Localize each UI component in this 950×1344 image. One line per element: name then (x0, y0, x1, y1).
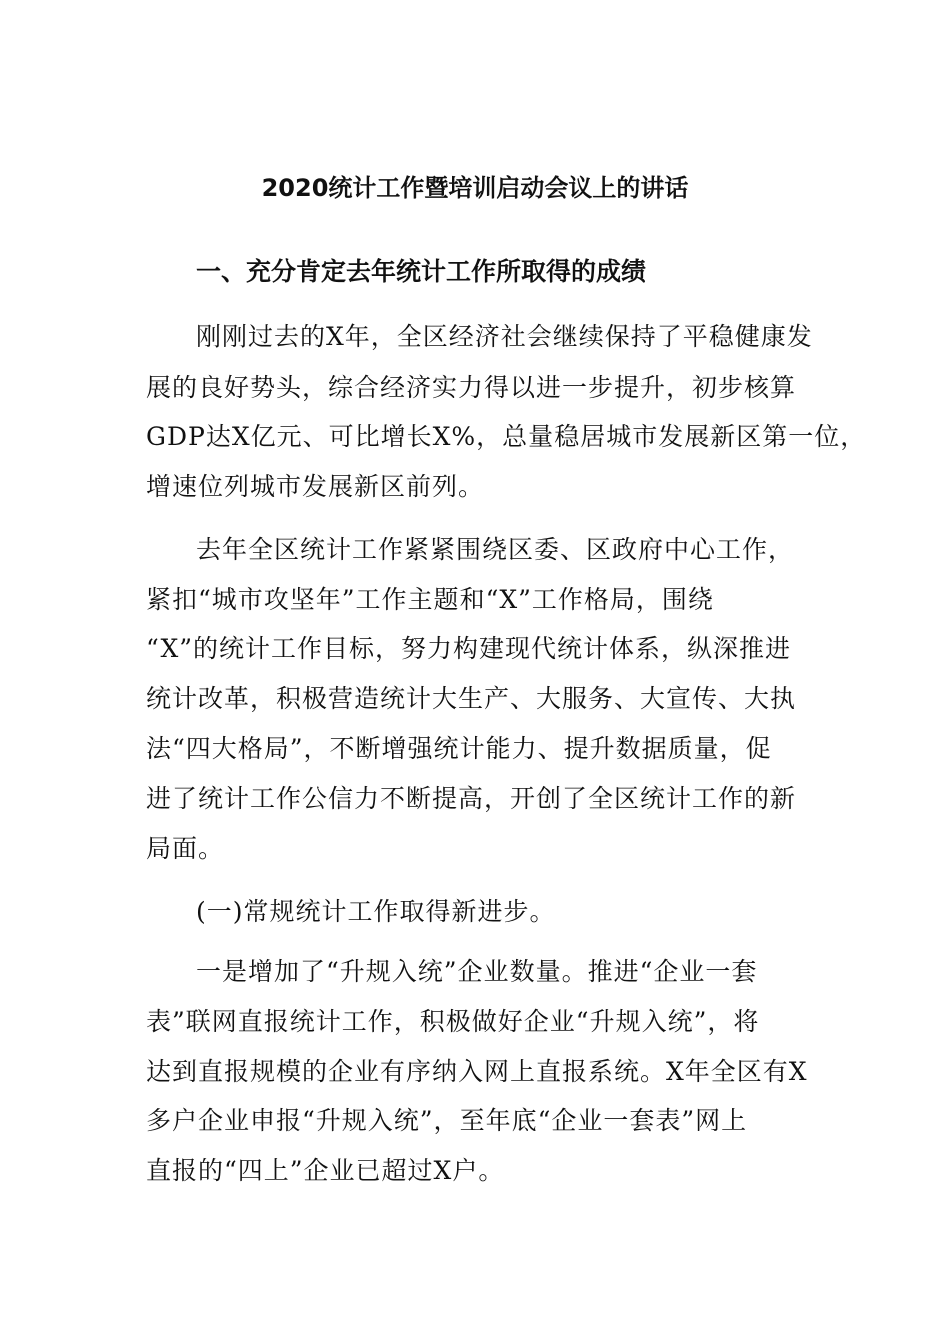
paragraph-line: 多户企业申报“升规入统”，至年底“企业一套表”网上 (146, 1106, 748, 1135)
paragraph-line: 直报的“四上”企业已超过X户。 (146, 1156, 505, 1185)
paragraph-line: GDP达X亿元、可比增长X%，总量稳居城市发展新区第一位， (146, 422, 867, 451)
paragraph-line: 局面。 (146, 834, 225, 863)
paragraph-line: 刚刚过去的X年，全区经济社会继续保持了平稳健康发 (196, 322, 813, 351)
paragraph-line: 达到直报规模的企业有序纳入网上直报系统。X年全区有X (146, 1057, 808, 1086)
paragraph-line: 一是增加了“升规入统”企业数量。推进“企业一套 (196, 957, 758, 986)
paragraph-line: 表”联网直报统计工作，积极做好企业“升规入统”，将 (146, 1007, 760, 1036)
section-heading: 一、充分肯定去年统计工作所取得的成绩 (196, 257, 647, 286)
paragraph-line: 去年全区统计工作紧紧围绕区委、区政府中心工作， (196, 535, 795, 564)
paragraph-line: 紧扣“城市攻坚年”工作主题和“X”工作格局，围绕 (146, 585, 714, 614)
paragraph-line: 进了统计工作公信力不断提高，开创了全区统计工作的新 (146, 784, 797, 813)
paragraph-line: 统计改革，积极营造统计大生产、大服务、大宣传、大执 (146, 684, 797, 713)
paragraph-line: 增速位列城市发展新区前列。 (146, 472, 485, 501)
document-title: 2020统计工作暨培训启动会议上的讲话 (261, 174, 689, 202)
subheading: (一)常规统计工作取得新进步。 (196, 897, 556, 926)
paragraph-line: “X”的统计工作目标，努力构建现代统计体系，纵深推进 (146, 634, 792, 663)
paragraph-line: 法“四大格局”，不断增强统计能力、提升数据质量，促 (146, 734, 772, 763)
paragraph-line: 展的良好势头，综合经济实力得以进一步提升，初步核算 (146, 373, 797, 402)
